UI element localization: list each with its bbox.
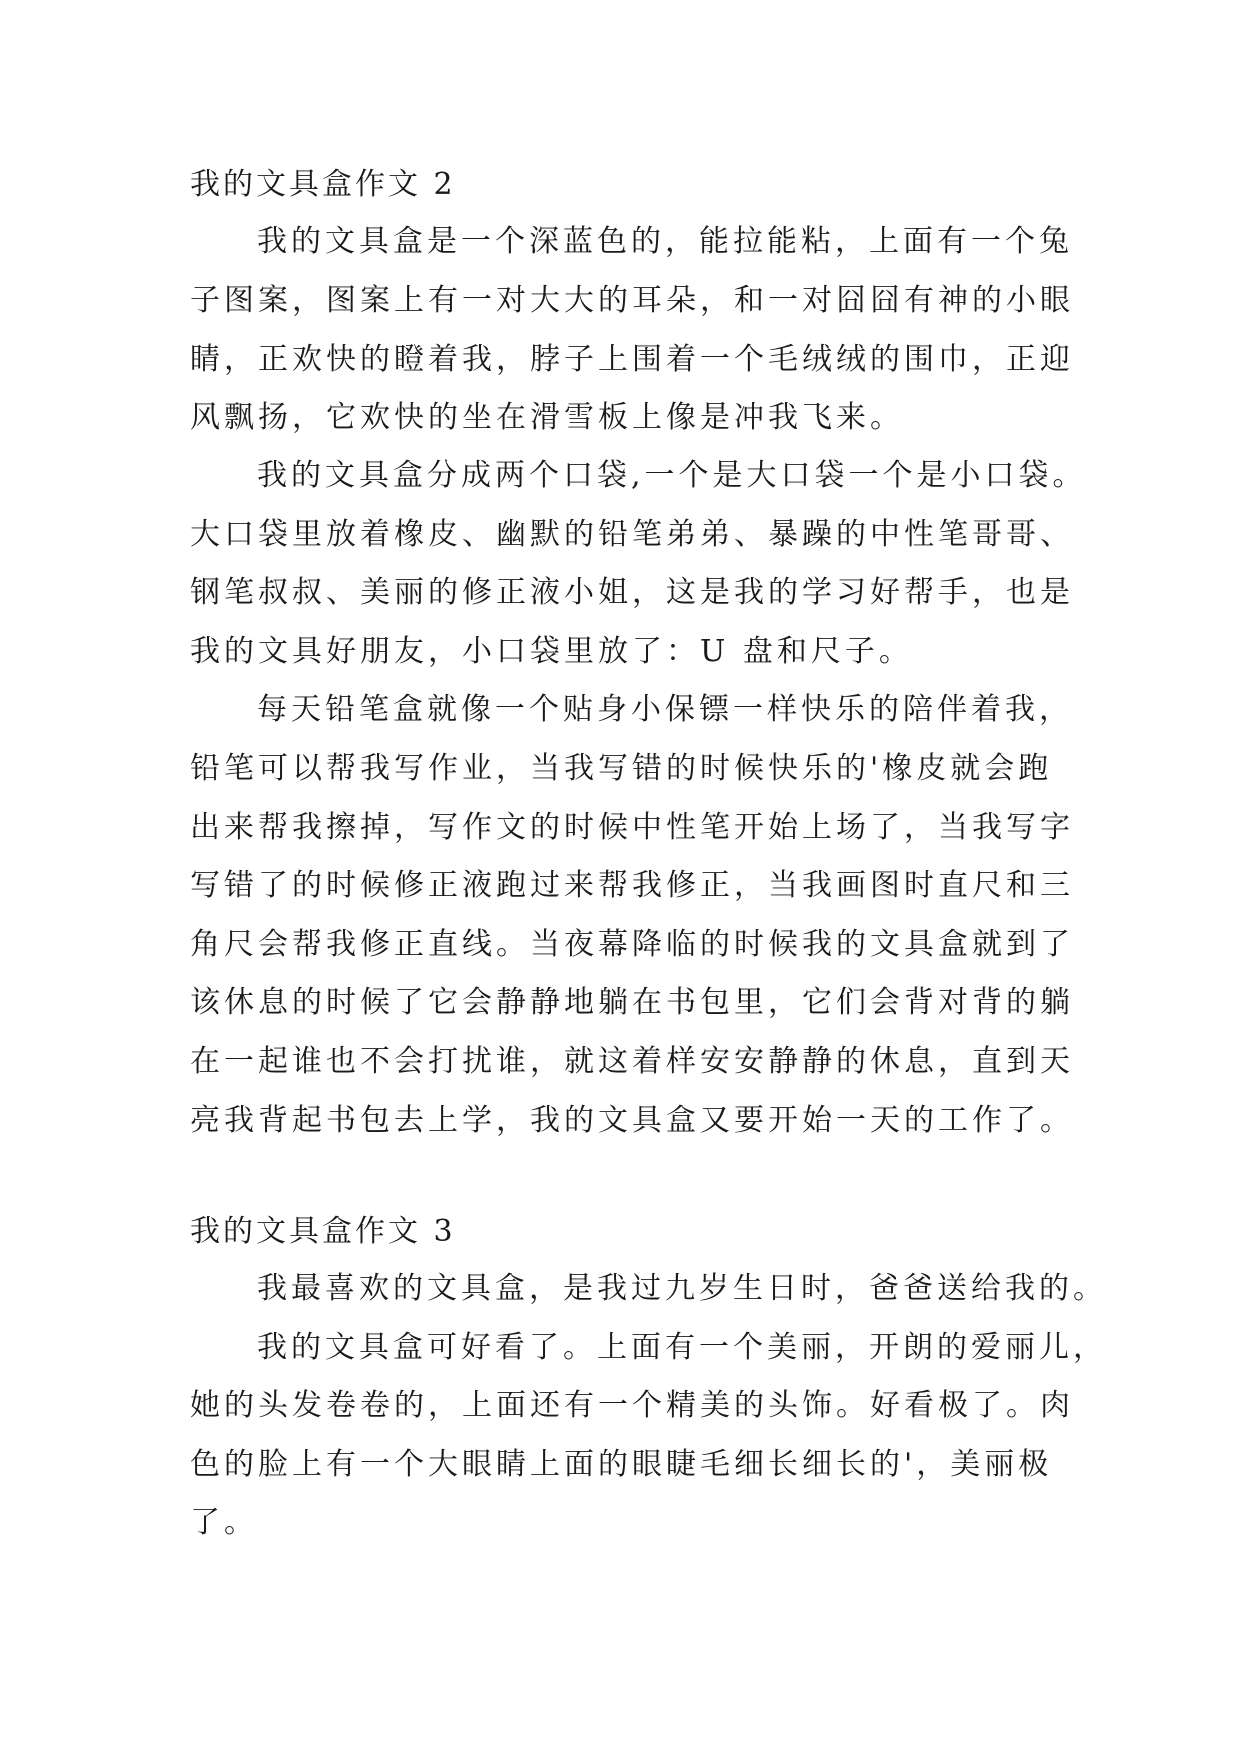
paragraph-line: 睛，正欢快的瞪着我，脖子上围着一个毛绒绒的围巾，正迎: [190, 342, 1074, 377]
paragraph-line: 亮我背起书包去上学，我的文具盒又要开始一天的工作了。: [190, 1103, 1074, 1138]
paragraph-line: 了。: [190, 1505, 258, 1540]
paragraph-line: 我的文具盒可好看了。上面有一个美丽，开朗的爱丽儿，: [257, 1330, 1107, 1365]
paragraph-line: 风飘扬，它欢快的坐在滑雪板上像是冲我飞来。: [190, 400, 904, 435]
paragraph-line: 我最喜欢的文具盒，是我过九岁生日时，爸爸送给我的。: [257, 1271, 1107, 1306]
essay-title: 我的文具盒作文 2: [190, 167, 456, 202]
paragraph-line: 我的文具盒是一个深蓝色的，能拉能粘，上面有一个兔: [257, 224, 1073, 259]
paragraph-line: 钢笔叔叔、美丽的修正液小姐，这是我的学习好帮手，也是: [190, 575, 1074, 610]
paragraph-line: 在一起谁也不会打扰谁，就这着样安安静静的休息，直到天: [190, 1044, 1074, 1079]
paragraph-line: 角尺会帮我修正直线。当夜幕降临的时候我的文具盒就到了: [190, 927, 1074, 962]
paragraph-line: 她的头发卷卷的，上面还有一个精美的头饰。好看极了。肉: [190, 1388, 1074, 1423]
paragraph-line: 色的脸上有一个大眼睛上面的眼睫毛细长细长的'，美丽极: [190, 1447, 1053, 1482]
paragraph-line: 大口袋里放着橡皮、幽默的铅笔弟弟、暴躁的中性笔哥哥、: [190, 517, 1074, 552]
paragraph-line: 每天铅笔盒就像一个贴身小保镖一样快乐的陪伴着我，: [257, 692, 1073, 727]
paragraph-line: 子图案，图案上有一对大大的耳朵，和一对囧囧有神的小眼: [190, 283, 1074, 318]
paragraph-line: 写错了的时候修正液跑过来帮我修正，当我画图时直尺和三: [190, 868, 1074, 903]
paragraph-line: 铅笔可以帮我写作业，当我写错的时候快乐的'橡皮就会跑: [190, 751, 1053, 786]
paragraph-line: 出来帮我擦掉，写作文的时候中性笔开始上场了，当我写字: [190, 810, 1074, 845]
paragraph-line: 该休息的时候了它会静静地躺在书包里，它们会背对背的躺: [190, 985, 1074, 1020]
essay-title: 我的文具盒作文 3: [190, 1214, 456, 1249]
paragraph-line: 我的文具好朋友，小口袋里放了：U 盘和尺子。: [190, 634, 913, 669]
paragraph-line: 我的文具盒分成两个口袋,一个是大口袋一个是小口袋。: [257, 458, 1087, 493]
